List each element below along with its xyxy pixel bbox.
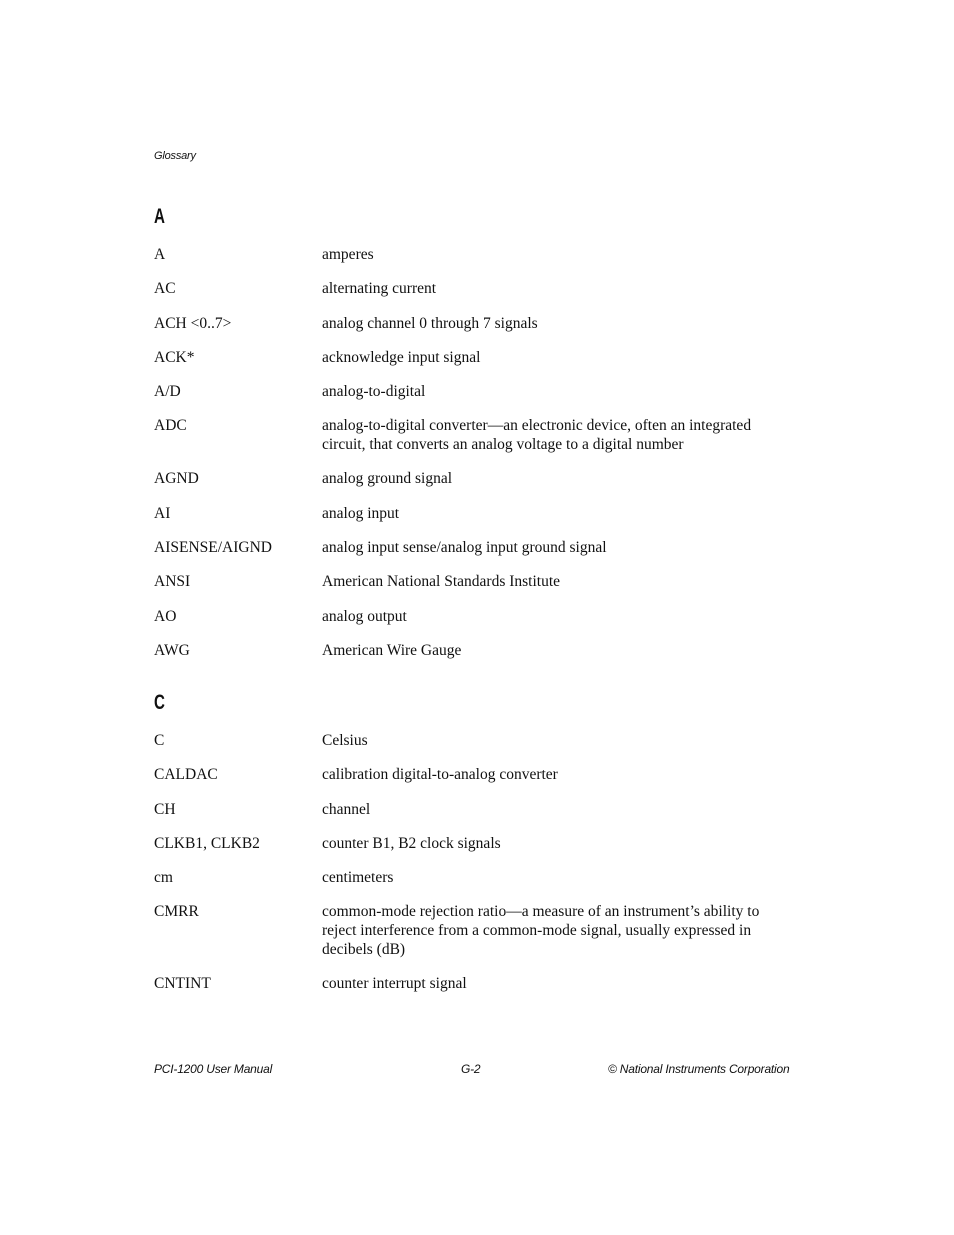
glossary-term: AISENSE/AIGND — [154, 539, 272, 557]
glossary-entry — [154, 417, 794, 454]
glossary-term: cm — [154, 869, 173, 887]
running-head: Glossary — [154, 150, 196, 162]
section-heading: A — [154, 205, 165, 228]
glossary-definition: analog-to-digital — [322, 383, 426, 401]
glossary-term: A/D — [154, 383, 181, 401]
glossary-definition: analog ground signal — [322, 470, 453, 488]
glossary-section-a — [154, 204, 794, 676]
glossary-entry — [154, 383, 794, 402]
glossary-term: AC — [154, 280, 176, 298]
glossary-entry — [154, 505, 794, 524]
glossary-term: AWG — [154, 641, 190, 659]
glossary-entry — [154, 315, 794, 334]
glossary-term: CMRR — [154, 903, 199, 921]
glossary-entry — [154, 539, 794, 558]
glossary-definition: channel — [322, 800, 371, 818]
glossary-definition: Celsius — [322, 732, 368, 749]
glossary-term: ADC — [154, 417, 187, 435]
glossary-definition: analog input sense/analog input ground signal — [322, 539, 607, 557]
glossary-term: CALDAC — [154, 766, 218, 784]
glossary-entry — [154, 903, 794, 959]
glossary-entry — [154, 642, 794, 661]
glossary-entry — [154, 573, 794, 592]
glossary-term: CH — [154, 800, 176, 818]
glossary-entry — [154, 280, 794, 299]
glossary-definition: counter B1, B2 clock signals — [322, 834, 501, 852]
glossary-term: AI — [154, 504, 171, 522]
footer-page-number: G-2 — [461, 1062, 481, 1076]
glossary-definition: centimeters — [322, 869, 394, 887]
glossary-entry — [154, 246, 794, 265]
glossary-term: ANSI — [154, 573, 191, 591]
footer-copyright: © National Instruments Corporation — [608, 1062, 790, 1076]
glossary-definition: American Wire Gauge — [322, 641, 462, 659]
glossary-term: AGND — [154, 470, 199, 488]
glossary-definition: analog output — [322, 607, 407, 625]
glossary-entry — [154, 975, 794, 994]
glossary-definition: acknowledge input signal — [322, 348, 481, 366]
glossary-definition: counter interrupt signal — [322, 975, 467, 993]
glossary-definition: alternating current — [322, 280, 437, 298]
section-heading: C — [154, 691, 165, 714]
glossary-definition: American National Standards Institute — [322, 573, 561, 591]
glossary-entry — [154, 869, 794, 888]
glossary-definition: analog input — [322, 504, 400, 522]
glossary-term: ACH <0..7> — [154, 314, 232, 332]
glossary-term: CLKB1, CLKB2 — [154, 834, 260, 852]
glossary-term: CNTINT — [154, 975, 211, 993]
glossary-term: ACK* — [154, 348, 195, 366]
glossary-entry — [154, 732, 794, 751]
glossary-definition: analog channel 0 through 7 signals — [322, 314, 538, 332]
glossary-definition: analog-to-digital converter—an electronic device, often an integrated circuit, that converts an analog voltage to a digital number — [322, 417, 752, 454]
glossary-definition: calibration digital-to-analog converter — [322, 766, 558, 784]
glossary-section-c — [154, 690, 794, 1009]
glossary-entry — [154, 470, 794, 489]
glossary-entry — [154, 766, 794, 785]
glossary-term: C — [154, 732, 165, 749]
footer-manual-title: PCI-1200 User Manual — [154, 1062, 273, 1076]
glossary-term: AO — [154, 607, 177, 625]
glossary-definition: amperes — [322, 246, 374, 263]
glossary-entry — [154, 349, 794, 368]
glossary-term: A — [154, 246, 166, 263]
glossary-definition: common-mode rejection ratio—a measure of an instrument’s ability to reject interference from a common-mode signal, usually expressed in decibels (dB) — [322, 903, 760, 958]
glossary-entry — [154, 801, 794, 820]
glossary-entry — [154, 835, 794, 854]
glossary-entry — [154, 608, 794, 627]
